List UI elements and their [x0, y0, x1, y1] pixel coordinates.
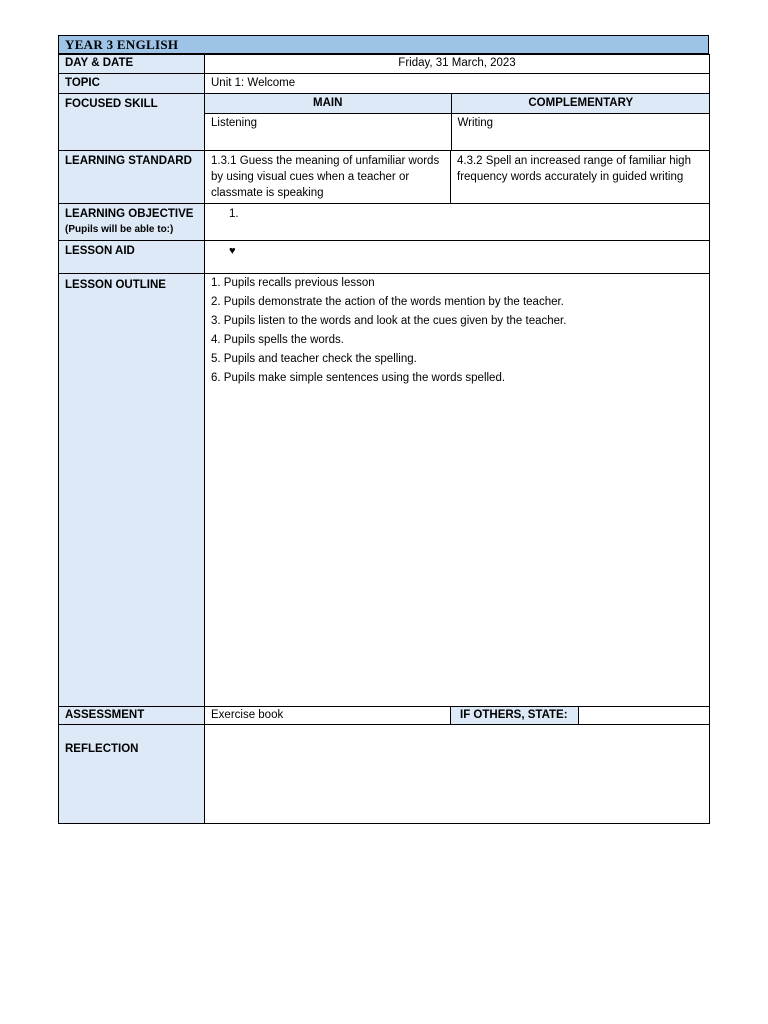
focused-skill-grid	[205, 94, 710, 151]
assessment-label: ASSESSMENT	[59, 707, 205, 725]
topic-label: TOPIC	[59, 74, 205, 94]
outline-step: 1. Pupils recalls previous lesson	[211, 277, 375, 289]
document-title: YEAR 3 ENGLISH	[58, 35, 709, 54]
day-date-label: DAY & DATE	[59, 55, 205, 74]
learning-objective-sublabel: (Pupils will be able to:)	[65, 224, 174, 235]
row-lesson-aid	[59, 241, 710, 274]
lesson-aid-label: LESSON AID	[59, 241, 205, 274]
lesson-plan-table	[58, 54, 710, 824]
outline-step: 2. Pupils demonstrate the action of the words mention by the teacher.	[211, 296, 564, 308]
complementary-skill-value: Writing	[451, 113, 710, 150]
row-topic	[59, 74, 710, 94]
heart-bullet-icon: ♥	[229, 245, 236, 257]
main-skill-value: Listening	[205, 113, 451, 150]
learning-standard-main: 1.3.1 Guess the meaning of unfamiliar words by using visual cues when a teacher or classmate is speaking	[205, 151, 451, 204]
outline-step: 3. Pupils listen to the words and look at the cues given by the teacher.	[211, 315, 567, 327]
if-others-label: IF OTHERS, STATE:	[451, 707, 579, 725]
outline-step: 4. Pupils spells the words.	[211, 334, 344, 346]
outline-step: 5. Pupils and teacher check the spelling.	[211, 353, 417, 365]
row-day-date	[59, 55, 710, 74]
learning-objective-label-cell	[59, 204, 205, 241]
row-reflection	[59, 725, 710, 824]
lesson-outline-label: LESSON OUTLINE	[59, 274, 205, 707]
assessment-value: Exercise book	[205, 707, 451, 725]
topic-value: Unit 1: Welcome	[205, 74, 710, 94]
row-focused-skill	[59, 94, 710, 151]
learning-standard-label: LEARNING STANDARD	[59, 151, 205, 204]
reflection-label: REFLECTION	[59, 725, 205, 824]
outline-step: 6. Pupils make simple sentences using the words spelled.	[211, 372, 506, 384]
row-lesson-outline	[59, 274, 710, 707]
if-others-value	[579, 707, 710, 725]
learning-objective-label: LEARNING OBJECTIVE	[65, 208, 194, 220]
complementary-skill-header: COMPLEMENTARY	[451, 94, 710, 113]
main-skill-header: MAIN	[205, 94, 451, 113]
focused-skill-inner-table	[205, 94, 710, 150]
reflection-value	[205, 725, 710, 824]
lesson-aid-value	[205, 241, 710, 274]
lesson-outline-content	[205, 274, 710, 707]
learning-standard-complementary: 4.3.2 Spell an increased range of familiar high frequency words accurately in guided writing	[451, 151, 710, 204]
row-assessment	[59, 707, 710, 725]
focused-skill-label: FOCUSED SKILL	[59, 94, 205, 151]
row-learning-objective	[59, 204, 710, 241]
lesson-plan-sheet	[58, 35, 709, 824]
day-date-value: Friday, 31 March, 2023	[205, 55, 710, 74]
lesson-outline-list	[211, 274, 703, 388]
row-learning-standard	[59, 151, 710, 204]
learning-objective-item: 1.	[205, 204, 710, 241]
